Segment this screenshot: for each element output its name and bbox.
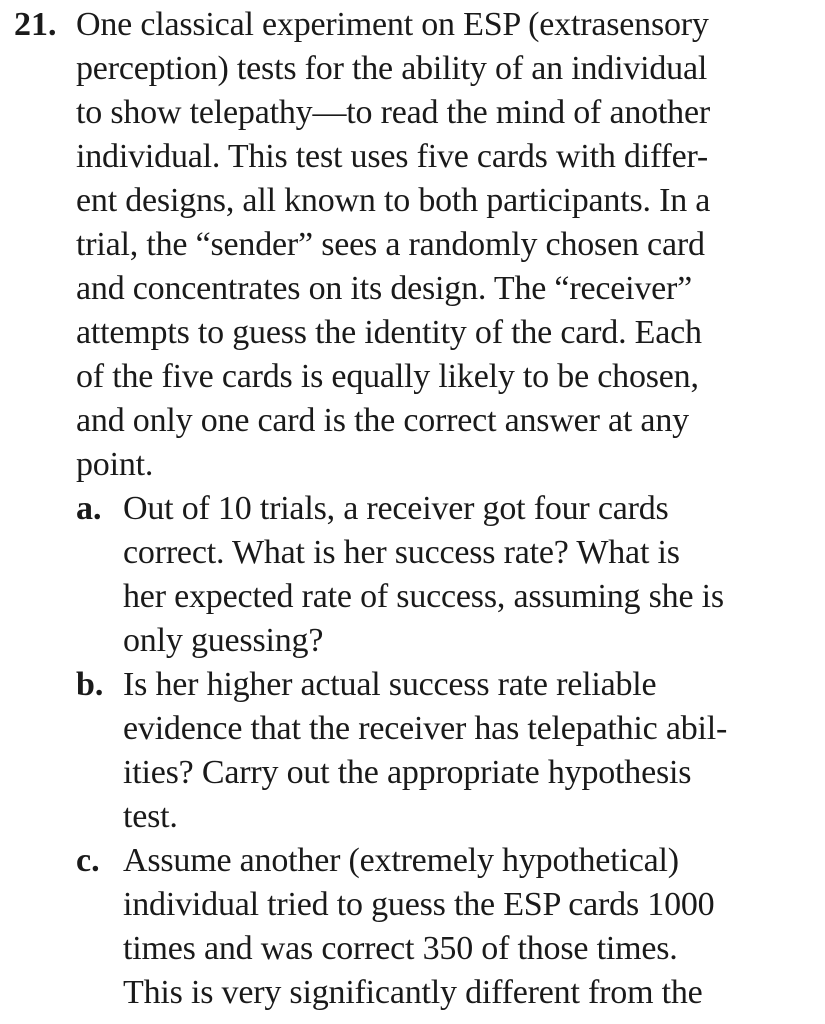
- problem-number: 21.: [14, 6, 57, 43]
- problem-line: attempts to guess the identity of the card. Each: [76, 314, 702, 351]
- problem-line: to show telepathy—to read the mind of another: [76, 94, 710, 131]
- problem-line: of the five cards is equally likely to be chosen,: [76, 358, 699, 395]
- part-a-line: correct. What is her success rate? What is: [123, 534, 680, 571]
- problem-line: perception) tests for the ability of an individual: [76, 50, 708, 87]
- problem-line: point.: [76, 446, 154, 483]
- problem-line: individual. This test uses five cards with differ-: [76, 138, 709, 175]
- part-c-label: c.: [76, 842, 100, 879]
- part-c-line: This is very significantly different from the: [123, 974, 703, 1011]
- part-b-line: test.: [123, 798, 178, 835]
- part-c-line: individual tried to guess the ESP cards 1000: [123, 886, 715, 923]
- part-b-line: ities? Carry out the appropriate hypothesis: [123, 754, 692, 791]
- problem-line: trial, the “sender” sees a randomly chosen card: [76, 226, 705, 263]
- part-b-line: Is her higher actual success rate reliable: [123, 666, 657, 703]
- problem-line: ent designs, all known to both participants. In a: [76, 182, 711, 219]
- problem-line: and only one card is the correct answer at any: [76, 402, 689, 439]
- part-a-label: a.: [76, 490, 102, 527]
- part-c-line: times and was correct 350 of those times.: [123, 930, 678, 967]
- part-b-line: evidence that the receiver has telepathic abil-: [123, 710, 728, 747]
- problem-line: and concentrates on its design. The “receiver”: [76, 270, 693, 307]
- part-a-line: Out of 10 trials, a receiver got four cards: [123, 490, 669, 527]
- part-a-line: only guessing?: [123, 622, 324, 659]
- part-b-label: b.: [76, 666, 104, 703]
- part-c-line: Assume another (extremely hypothetical): [123, 842, 679, 879]
- problem-line: One classical experiment on ESP (extrasensory: [76, 6, 709, 43]
- part-a-line: her expected rate of success, assuming she is: [123, 578, 724, 615]
